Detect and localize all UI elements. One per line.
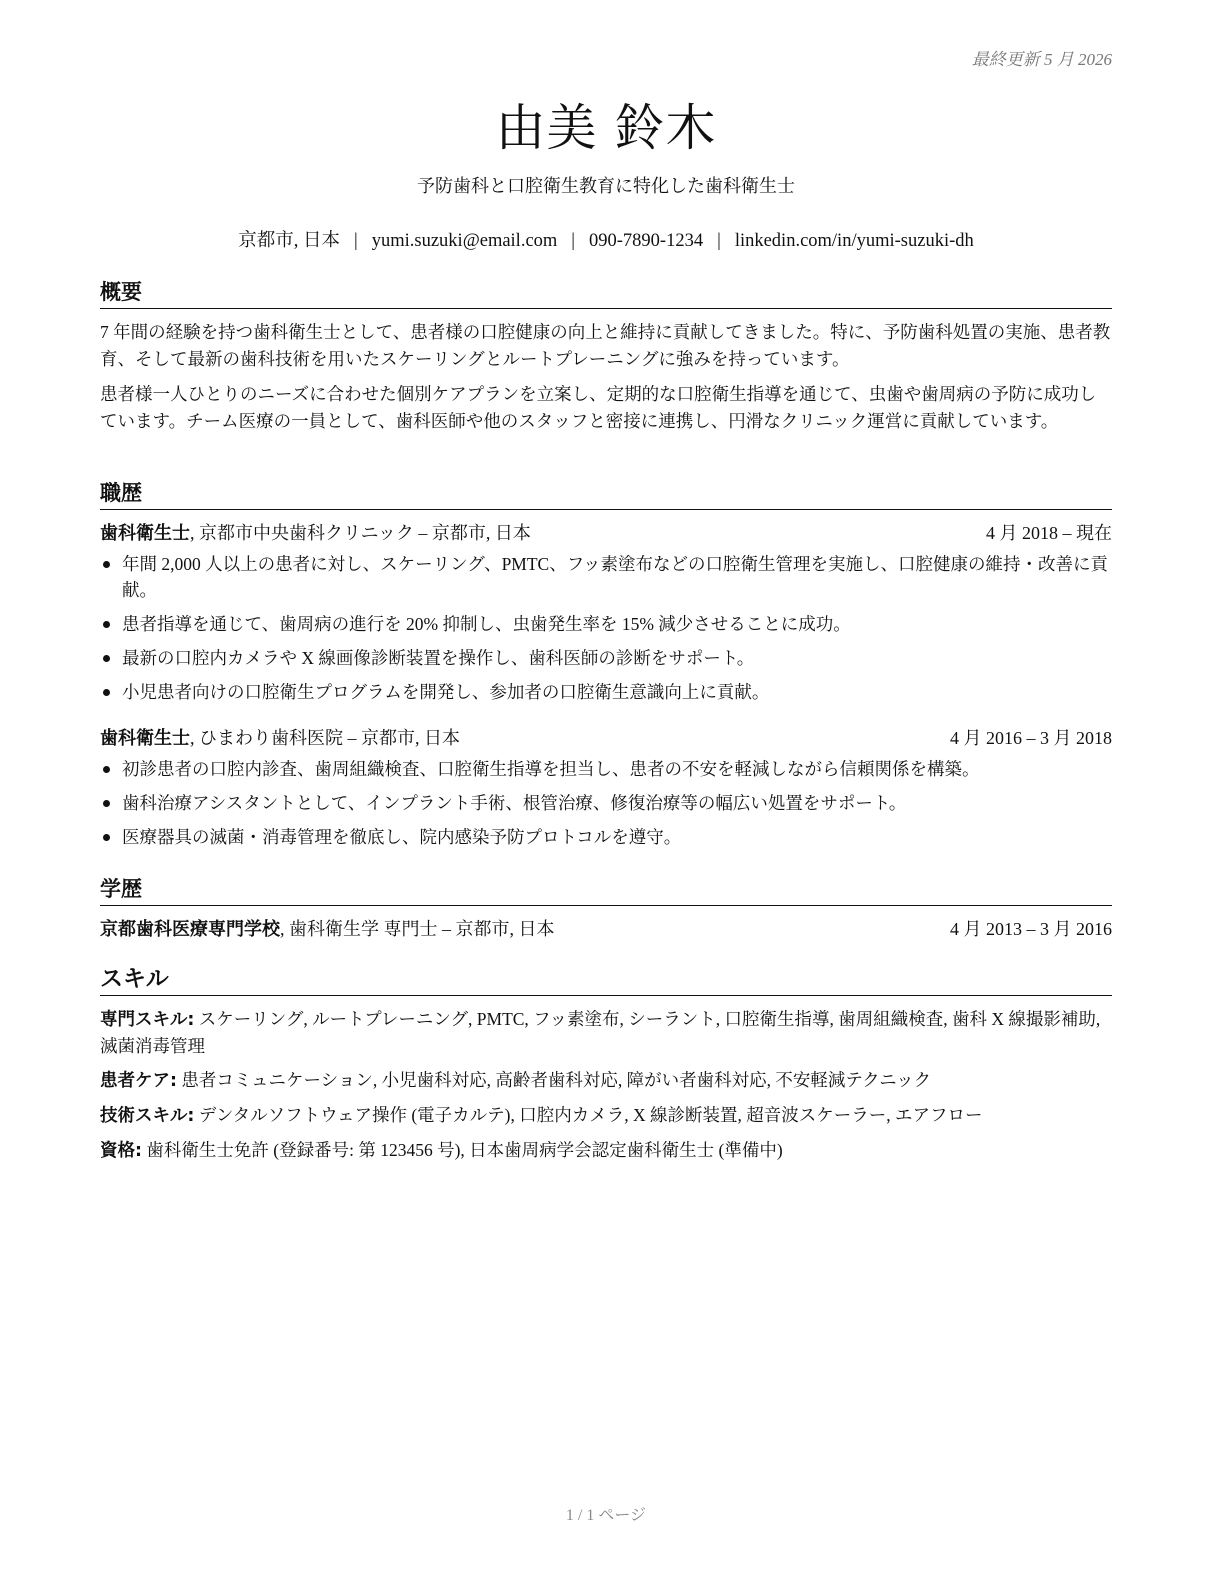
education-entry [100, 916, 1112, 943]
summary-section [100, 276, 1112, 443]
education-dates: 4 月 2013 – 3 月 2016 [950, 919, 1112, 939]
education-detail: , 歯科衛生学 専門士 – 京都市, 日本 [280, 919, 555, 939]
section-title-summary: 概要 [100, 276, 1112, 309]
summary-paragraph: 7 年間の経験を持つ歯科衛生士として、患者様の口腔健康の向上と維持に貢献してきました。特に、予防歯科処置の実施、患者教育、そして最新の歯科技術を用いたスケーリングとルートプレーニングに強みを持っています。 [100, 322, 1111, 369]
skills-section [100, 960, 1112, 1172]
job-bullet: 初診患者の口腔内診査、歯周組織検査、口腔衛生指導を担当し、患者の不安を軽減しながら信頼関係を構築。 [100, 756, 1112, 782]
skill-row [100, 1006, 1112, 1059]
job-bullet: 小児患者向けの口腔衛生プログラムを開発し、参加者の口腔衛生意識向上に貢献。 [100, 679, 1112, 705]
job-entry [100, 725, 1112, 850]
skill-label: 患者ケア: [100, 1071, 177, 1091]
skill-text: スケーリング, ルートプレーニング, PMTC, フッ素塗布, シーラント, 口腔衛生指導, 歯周組織検査, 歯科 X 線撮影補助, 滅菌消毒管理 [100, 1009, 1101, 1056]
skill-label: 技術スキル: [100, 1106, 195, 1126]
skill-text: 患者コミュニケーション, 小児歯科対応, 高齢者歯科対応, 障がい者歯科対応, 不安軽減テクニック [177, 1070, 932, 1090]
job-title-line [100, 725, 460, 752]
education-section [100, 873, 1112, 943]
job-org: , ひまわり歯科医院 – 京都市, 日本 [190, 728, 460, 748]
tagline: 予防歯科と口腔衛生教育に特化した歯科衛生士 [417, 176, 795, 197]
skill-row [100, 1102, 1112, 1129]
section-title-skills: スキル [100, 960, 1112, 996]
last-updated: 最終更新 5 月 2026 [971, 50, 1112, 69]
skill-row [100, 1067, 1112, 1094]
job-bullets [100, 551, 1112, 705]
job-bullet: 患者指導を通じて、歯周病の進行を 20% 抑制し、虫歯発生率を 15% 減少させることに成功。 [100, 611, 1112, 637]
section-title-education: 学歴 [100, 873, 1112, 906]
education-school: 京都歯科医療専門学校 [100, 919, 280, 940]
experience-section [100, 477, 1112, 858]
job-dates: 4 月 2016 – 3 月 2018 [950, 728, 1112, 748]
summary-paragraph: 患者様一人ひとりのニーズに合わせた個別ケアプランを立案し、定期的な口腔衛生指導を通じて、虫歯や歯周病の予防に成功しています。チーム医療の一員として、歯科医師や他のスタッフと密接に連携し、円滑なクリニック運営に貢献しています。 [100, 384, 1097, 431]
resume-page [100, 0, 1112, 1584]
section-title-experience: 職歴 [100, 477, 1112, 510]
job-role: 歯科衛生士 [100, 728, 190, 749]
education-line [100, 916, 555, 943]
skill-row [100, 1137, 1112, 1164]
contact-email[interactable]: yumi.suzuki@email.com [371, 231, 558, 251]
contact-linkedin[interactable]: linkedin.com/in/yumi-suzuki-dh [734, 231, 974, 251]
job-title-line [100, 520, 531, 547]
contact-line [100, 226, 1112, 252]
skill-label: 専門スキル: [100, 1010, 195, 1030]
job-entry [100, 520, 1112, 705]
contact-location: 京都市, 日本 [238, 231, 341, 251]
page-number: 1 / 1 ページ [565, 1507, 647, 1524]
job-bullet: 歯科治療アシスタントとして、インプラント手術、根管治療、修復治療等の幅広い処置をサポート。 [100, 790, 1112, 816]
skill-text: デンタルソフトウェア操作 (電子カルテ), 口腔内カメラ, X 線診断装置, 超音波スケーラー, エアフロー [194, 1105, 983, 1125]
contact-phone[interactable]: 090-7890-1234 [589, 231, 704, 251]
job-bullet: 最新の口腔内カメラや X 線画像診断装置を操作し、歯科医師の診断をサポート。 [100, 645, 1112, 671]
job-org: , 京都市中央歯科クリニック – 京都市, 日本 [190, 523, 531, 543]
contact-separator: | [571, 231, 576, 251]
contact-separator: | [354, 231, 358, 251]
job-header [100, 520, 1112, 547]
contact-separator: | [717, 231, 721, 251]
job-bullet: 医療器具の滅菌・消毒管理を徹底し、院内感染予防プロトコルを遵守。 [100, 824, 1112, 850]
job-dates: 4 月 2018 – 現在 [986, 523, 1112, 543]
skill-text: 歯科衛生士免許 (登録番号: 第 123456 号), 日本歯周病学会認定歯科衛生士 (準備中) [142, 1140, 783, 1160]
job-role: 歯科衛生士 [100, 523, 190, 544]
candidate-name: 由美 鈴木 [495, 99, 717, 157]
skill-label: 資格: [100, 1141, 142, 1161]
job-header [100, 725, 1112, 752]
job-bullet: 年間 2,000 人以上の患者に対し、スケーリング、PMTC、フッ素塗布などの口腔衛生管理を実施し、口腔健康の維持・改善に貢献。 [100, 551, 1112, 603]
job-bullets [100, 756, 1112, 850]
